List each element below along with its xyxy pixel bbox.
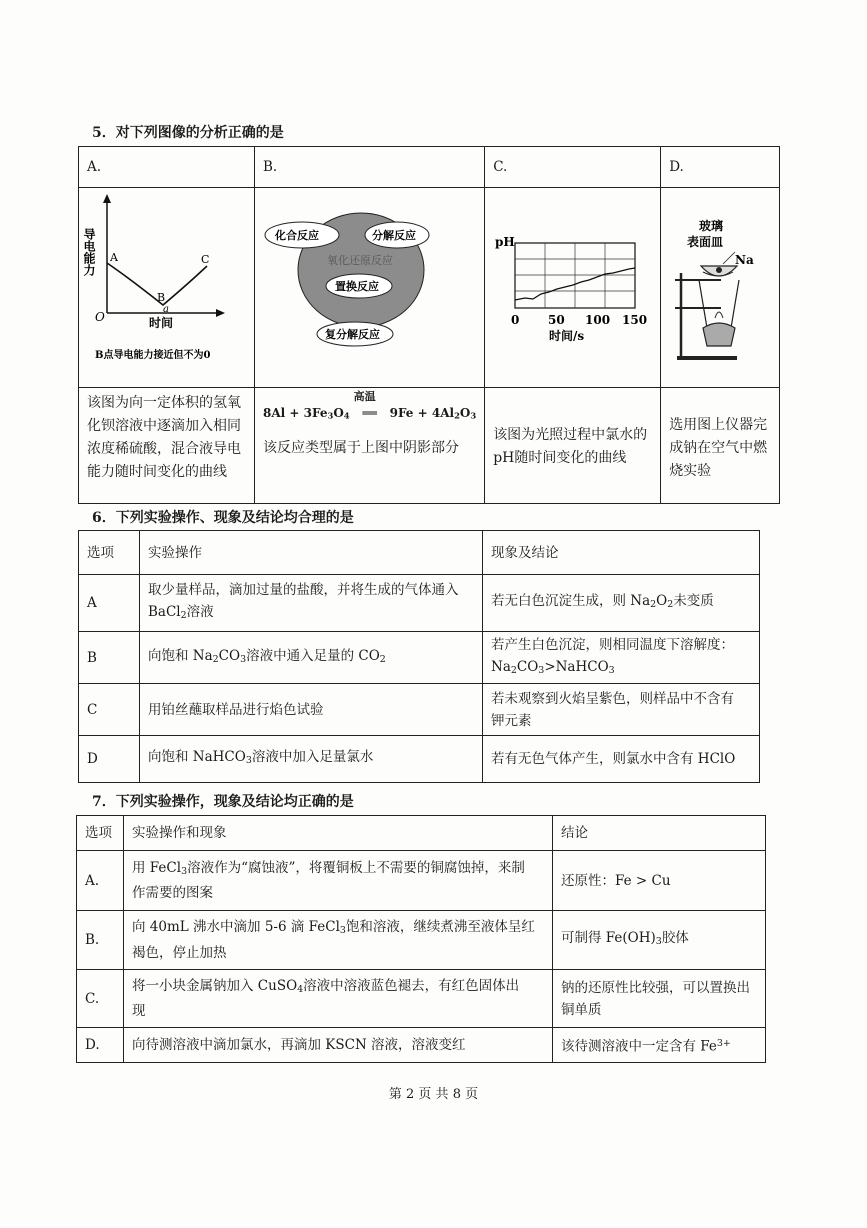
- text: 取少量样品，滴加过量的盐酸，并将生成的气体通入: [148, 582, 459, 599]
- sub: 2: [212, 653, 219, 665]
- a-ylabel: 导电能力: [82, 228, 96, 276]
- text: 若无白色沉淀生成，则 Na: [491, 593, 651, 610]
- q6-table: [78, 530, 760, 783]
- table-row: [79, 736, 760, 783]
- q5-stem: 5．对下列图像的分析正确的是: [92, 125, 284, 141]
- sub: 2: [180, 609, 187, 621]
- q5-header-c: C.: [485, 147, 661, 188]
- table-row: [77, 1028, 766, 1063]
- q5-table: [78, 146, 780, 504]
- q7-op-b: [124, 911, 553, 970]
- q6-res-a: [483, 575, 760, 632]
- text: 褐色，停止加热: [132, 944, 227, 961]
- text: 未变质: [673, 593, 714, 610]
- eq-left: 8Al + 3Fe: [263, 406, 328, 420]
- c-tick-0: 0: [511, 313, 520, 327]
- q6-res-b: [483, 632, 760, 684]
- a-x-tick: a: [163, 304, 169, 315]
- text: 铜单质: [561, 1001, 602, 1018]
- ph-time-graph: [485, 188, 660, 380]
- sub: 3: [245, 754, 252, 766]
- q7-stem: 7．下列实验操作，现象及结论均正确的是: [92, 794, 354, 810]
- table-row: [79, 575, 760, 632]
- text: 钠的还原性比较强，可以置换出: [561, 979, 750, 996]
- text: 若未观察到火焰呈紫色，则样品中不含有: [491, 690, 734, 707]
- eq-sub: 3: [470, 410, 477, 421]
- sub: 2: [667, 598, 674, 610]
- q7-option-c: C.: [77, 970, 124, 1028]
- q6-header-operation: 实验操作: [140, 531, 483, 575]
- text: 溶液: [186, 604, 214, 621]
- q7-res-b: [553, 911, 766, 970]
- reaction-venn-diagram: [255, 188, 449, 380]
- text: 向饱和 Na: [148, 647, 213, 664]
- q7-header-conclusion: 结论: [553, 816, 766, 851]
- q7-option-b: B.: [77, 911, 124, 970]
- q6-option-d: D: [79, 736, 140, 783]
- d-label-dish: 表面皿: [687, 235, 724, 249]
- q5-desc-d: [661, 388, 780, 504]
- q5-desc-c: [485, 388, 661, 504]
- q7-res-d: [553, 1028, 766, 1063]
- q7-header-operation: 实验操作和现象: [124, 816, 553, 851]
- c-tick-100: 100: [585, 313, 611, 327]
- text: 钾元素: [491, 712, 532, 729]
- q6-op-c: 用铂丝蘸取样品进行焰色试验: [140, 684, 483, 736]
- table-row: [79, 632, 760, 684]
- q5-figure-a: [79, 188, 255, 388]
- d-label-na: Na: [735, 253, 754, 267]
- sub: 3: [181, 865, 188, 877]
- text: 溶液中溶液蓝色褪去，有红色固体出: [303, 977, 520, 994]
- b-combination: 化合反应: [275, 229, 319, 242]
- c-ylabel: pH: [495, 235, 515, 249]
- q7-res-a: 还原性：Fe > Cu: [553, 851, 766, 911]
- sub: 3: [655, 935, 662, 947]
- text: 将一小块金属钠加入 CuSO: [132, 977, 298, 994]
- q5-figure-c: [485, 188, 661, 388]
- c-xlabel: 时间/s: [549, 329, 585, 343]
- eq-o2: O: [459, 406, 471, 420]
- q6-op-d: [140, 736, 483, 783]
- eq-arrow: 高温 ══: [350, 402, 390, 424]
- q7-header-option: 选项: [77, 816, 124, 851]
- text: 作需要的图案: [132, 885, 213, 902]
- c-tick-150: 150: [622, 313, 648, 327]
- q7-op-a: [124, 851, 553, 911]
- sub: 4: [297, 983, 304, 995]
- text: O: [656, 593, 668, 610]
- text: 现: [132, 1003, 146, 1020]
- text: 向饱和 NaHCO: [148, 749, 246, 766]
- a-xlabel: 时间: [149, 316, 174, 330]
- a-point-c: C: [201, 253, 210, 266]
- sub: 3: [240, 653, 247, 665]
- text: >NaHCO: [544, 658, 609, 675]
- table-row: [77, 970, 766, 1028]
- a-point-b: B: [157, 291, 166, 304]
- q6-header-option: 选项: [79, 531, 140, 575]
- a-point-a: A: [110, 251, 118, 264]
- text: 溶液中加入足量氯水: [251, 749, 374, 766]
- text: 溶液中通入足量的 CO: [246, 647, 380, 664]
- eq-sub: 4: [343, 410, 350, 421]
- q5-header-b: B.: [255, 147, 485, 188]
- q6-option-b: B: [79, 632, 140, 684]
- q7-table: [76, 815, 766, 1063]
- d-label-glass: 玻璃: [699, 219, 724, 233]
- b-decomposition: 分解反应: [372, 229, 416, 242]
- b-redox: 氧化还原反应: [327, 254, 393, 267]
- sup: 3+: [716, 1037, 731, 1049]
- q6-op-b: [140, 632, 483, 684]
- text: 向 40mL 沸水中滴加 5-6 滴 FeCl: [132, 919, 340, 936]
- eq-condition: 高温: [353, 390, 376, 403]
- a-note: B点导电能力接近但不为0: [95, 350, 211, 361]
- q6-stem: 6．下列实验操作、现象及结论均合理的是: [92, 510, 354, 526]
- table-row: [77, 911, 766, 970]
- q5-figure-b: [255, 188, 485, 388]
- sub: 3: [608, 664, 615, 676]
- eq-sub: 3: [327, 410, 334, 421]
- d-desc: 选用图上仪器完成钠在空气中燃烧实验: [669, 417, 768, 479]
- q7-option-d: D.: [77, 1028, 124, 1063]
- q7-res-c: [553, 970, 766, 1028]
- eq-sub: 2: [454, 410, 460, 421]
- table-row: [77, 851, 766, 911]
- c-tick-50: 50: [548, 313, 565, 327]
- q5-header-d: D.: [661, 147, 780, 188]
- text: 饱和溶液，继续煮沸至液体呈红: [345, 919, 535, 936]
- q6-op-a: [140, 575, 483, 632]
- a-desc: 该图为向一定体积的氢氧化钡溶液中逐滴加入相同浓度稀硫酸，混合液导电能力随时间变化的曲线: [87, 395, 241, 480]
- q6-res-c: [483, 684, 760, 736]
- q6-option-a: A: [79, 575, 140, 632]
- b-desc: 该反应类型属于上图中阴影部分: [263, 439, 459, 456]
- c-desc: 该图为光照过程中氯水的pH随时间变化的曲线: [493, 427, 648, 466]
- thermite-equation: [263, 390, 477, 427]
- sub: 2: [510, 664, 517, 676]
- q7-op-d: 向待测溶液中滴加氯水，再滴加 KSCN 溶液，溶液变红: [124, 1028, 553, 1063]
- text: Na: [491, 658, 511, 675]
- sub: 2: [379, 653, 386, 665]
- q7-op-c: [124, 970, 553, 1028]
- eq-o: O: [333, 406, 344, 420]
- text: 可制得 Fe(OH): [561, 930, 656, 947]
- q7-option-a: A.: [77, 851, 124, 911]
- q5-header-a: A.: [79, 147, 255, 188]
- text: BaCl: [148, 604, 181, 621]
- text: 若产生白色沉淀，则相同温度下溶解度：: [491, 636, 734, 653]
- text: 该待测溶液中一定含有 Fe: [561, 1038, 717, 1055]
- q6-option-c: C: [79, 684, 140, 736]
- a-origin: O: [95, 310, 105, 324]
- b-displacement: 置换反应: [335, 280, 379, 293]
- text: 溶液作为“腐蚀液”，将覆铜板上不需要的铜腐蚀掉，来制: [187, 859, 525, 876]
- b-double-decomposition: 复分解反应: [325, 328, 380, 341]
- sub: 2: [650, 598, 657, 610]
- sub: 3: [339, 924, 346, 936]
- table-row: [79, 684, 760, 736]
- q5-figure-d: [661, 188, 780, 388]
- q5-desc-a: [79, 388, 255, 504]
- q6-res-d: 若有无色气体产生，则氯水中含有 HClO: [483, 736, 760, 783]
- apparatus-figure: [661, 188, 779, 380]
- text: 胶体: [661, 930, 689, 947]
- text: CO: [516, 658, 539, 675]
- q6-header-result: 现象及结论: [483, 531, 760, 575]
- sub: 3: [538, 664, 545, 676]
- text: CO: [218, 647, 241, 664]
- text: 用 FeCl: [132, 859, 182, 876]
- q5-desc-b: [255, 388, 485, 504]
- conductivity-graph: [79, 188, 254, 380]
- eq-right: 9Fe + 4Al: [389, 406, 455, 420]
- page-footer: 第 2 页 共 8 页: [388, 1087, 479, 1102]
